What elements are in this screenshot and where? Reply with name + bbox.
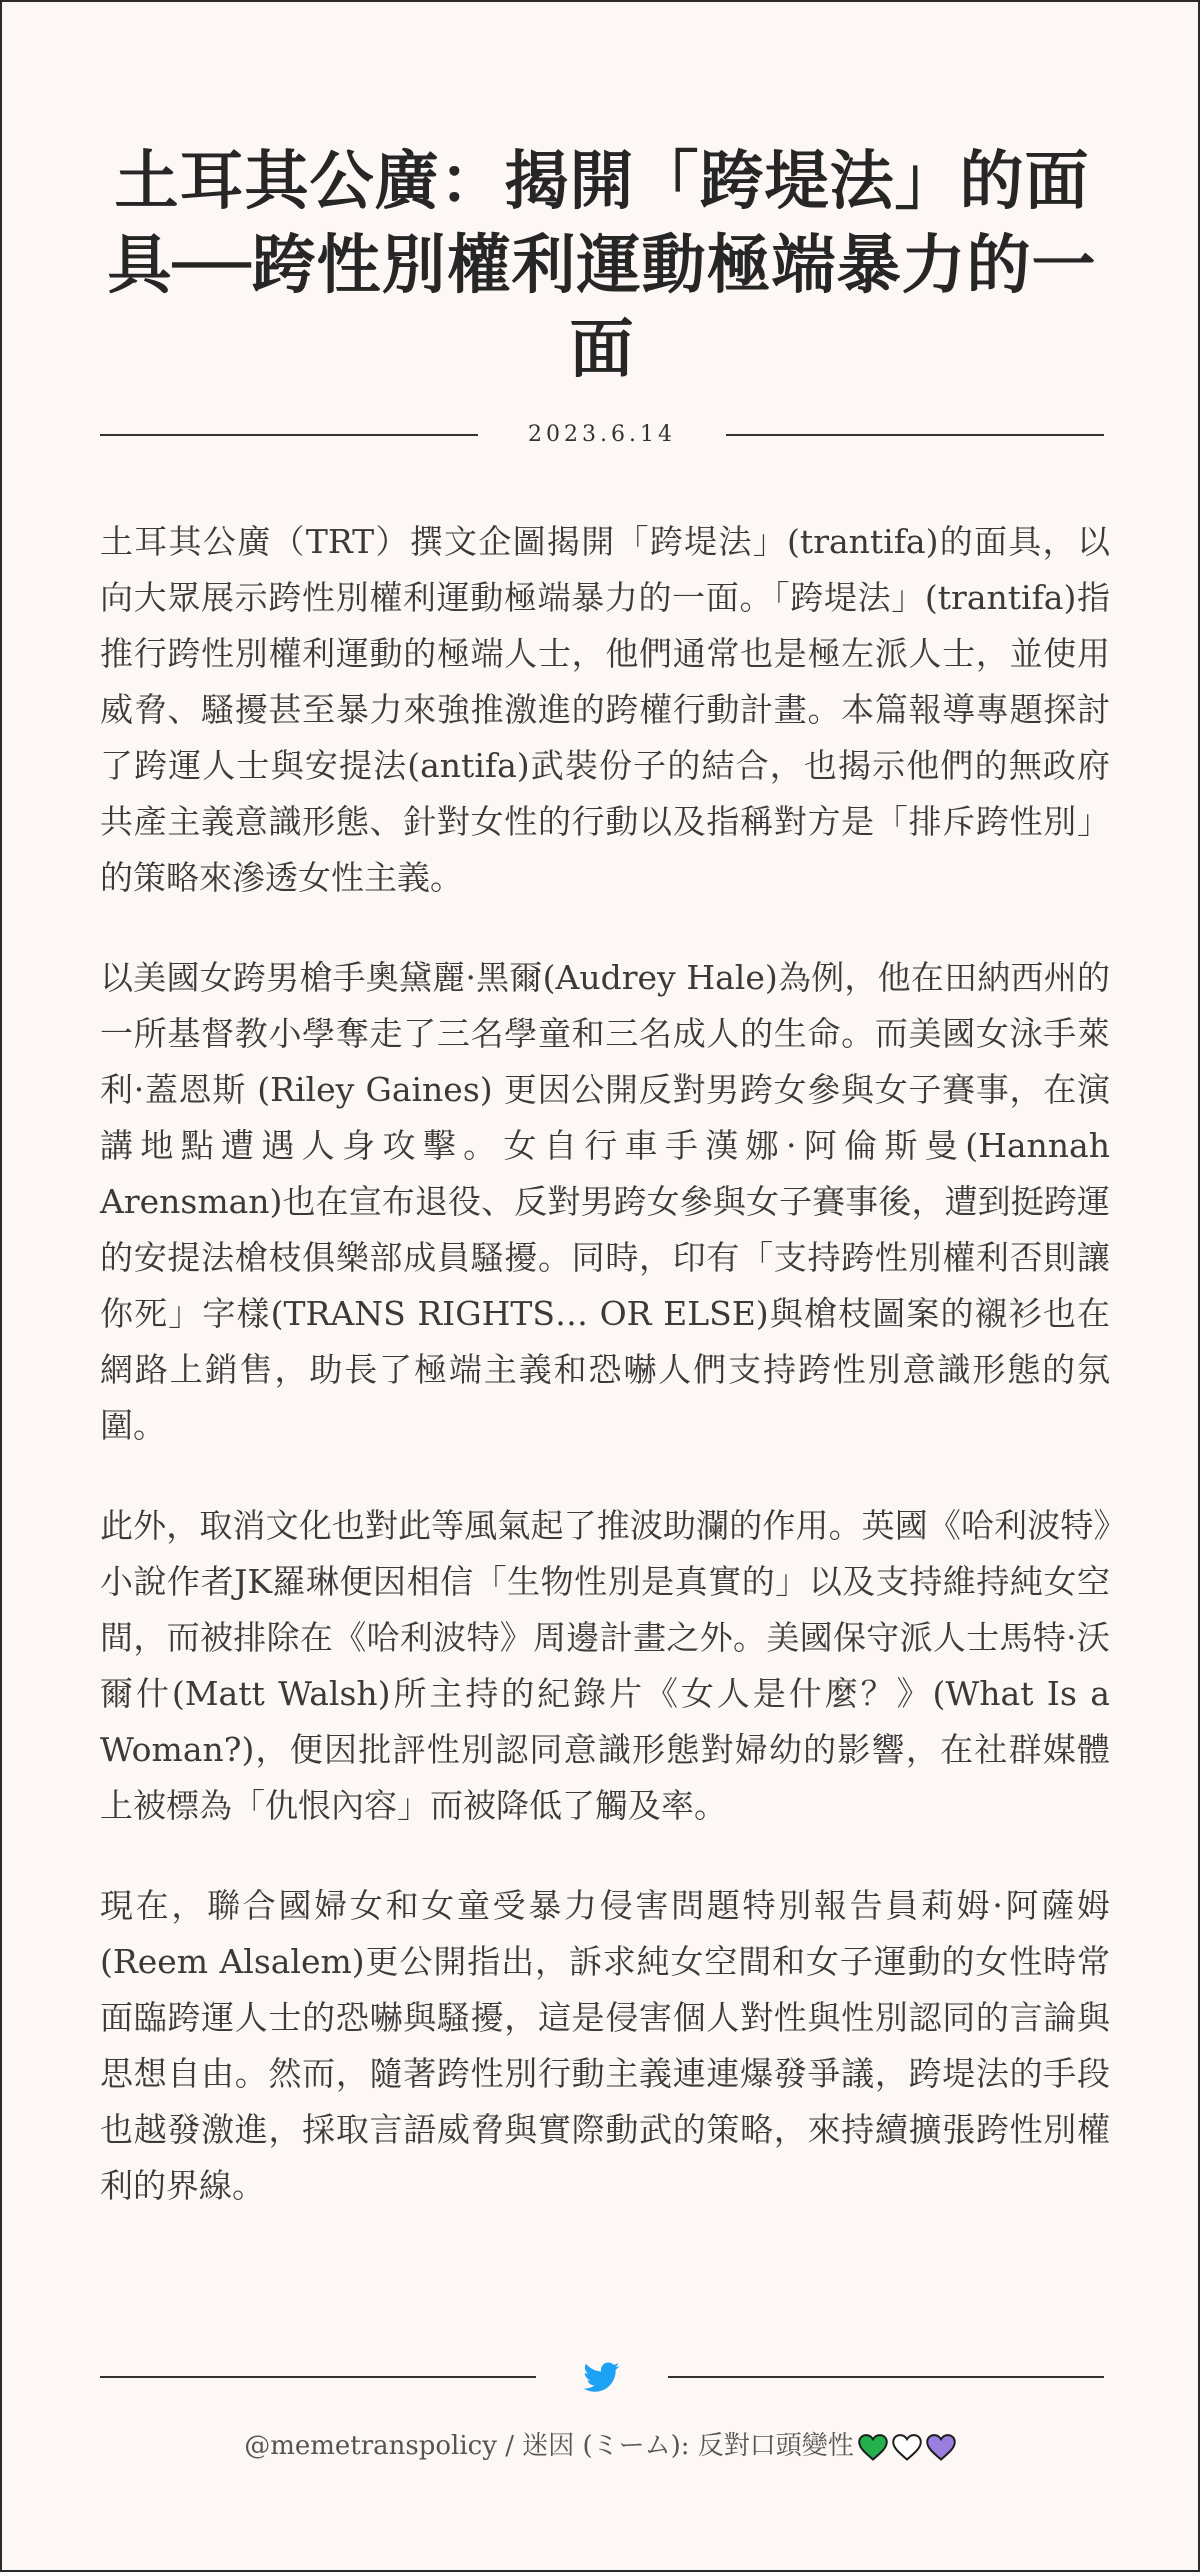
- article-body: [100, 514, 1110, 2258]
- divider-line-right: [726, 434, 1104, 436]
- white-heart-icon: [892, 2433, 922, 2461]
- footer-line-right: [668, 2376, 1104, 2378]
- footer-credit: [2, 2426, 1198, 2466]
- paragraph-3: 此外，取消文化也對此等風氣起了推波助瀾的作用。英國《哈利波特》小說作者JK羅琳便因相信「生物性別是真實的」以及支持維持純女空間，而被排除在《哈利波特》周邊計畫之外。美國保守派人士馬特·沃爾什(Matt Walsh)所主持的紀錄片《女人是什麼？》(What Is a Woman?)，便因批評性別認同意識形態對婦幼的影響，在社群媒體上被標為「仇恨內容」而被降低了觸及率。: [100, 1506, 1110, 1825]
- article-title: 土耳其公廣：揭開「跨堤法」的面具──跨性別權利運動極端暴力的一面: [107, 145, 1097, 387]
- publish-date: 2023.6.14: [528, 422, 676, 447]
- footer-divider: [100, 2359, 1104, 2395]
- paragraph-1: 土耳其公廣（TRT）撰文企圖揭開「跨堤法」(trantifa)的面具，以向大眾展示跨性別權利運動極端暴力的一面。「跨堤法」(trantifa)指推行跨性別權利運動的極端人士，他們通常也是極左派人士，並使用威脅、騷擾甚至暴力來強推激進的跨權行動計畫。本篇報導專題探討了跨運人士與安提法(antifa)武裝份子的結合，也揭示他們的無政府共產主義意識形態、針對女性的行動以及指稱對方是「排斥跨性別」的策略來滲透女性主義。: [100, 522, 1110, 897]
- paragraph-4: 現在，聯合國婦女和女童受暴力侵害問題特別報告員莉姆·阿薩姆(Reem Alsalem)更公開指出，訴求純女空間和女子運動的女性時常面臨跨運人士的恐嚇與騷擾，這是侵害個人對性與性別認同的言論與思想自由。然而，隨著跨性別行動主義連連爆發爭議，跨堤法的手段也越發激進，採取言語威脅與實際動武的策略，來持續擴張跨性別權利的界線。: [100, 1886, 1110, 2205]
- green-heart-icon: [858, 2433, 888, 2461]
- paragraph-2: 以美國女跨男槍手奧黛麗·黑爾(Audrey Hale)為例，他在田納西州的一所基督教小學奪走了三名學童和三名成人的生命。而美國女泳手萊利·蓋恩斯 (Riley Gaines) 更因公開反對男跨女參與女子賽事，在演講地點遭遇人身攻擊。女自行車手漢娜·阿倫斯曼(Hannah Arensman)也在宣布退役、反對男跨女參與女子賽事後，遭到挺跨運的安提法槍枝俱樂部成員騷擾。同時，印有「支持跨性別權利否則讓你死」字樣(TRANS RIGHTS… OR ELSE)與槍枝圖案的襯衫也在網路上銷售，助長了極端主義和恐嚇人們支持跨性別意識形態的氛圍。: [100, 958, 1110, 1445]
- purple-heart-icon: [926, 2433, 956, 2461]
- twitter-bird-icon[interactable]: [582, 2359, 622, 2395]
- date-divider: [100, 420, 1104, 450]
- divider-line-left: [100, 434, 478, 436]
- credit-text: @memetranspolicy / 迷因 (ミーム): 反對口頭變性: [244, 2431, 854, 2461]
- footer-line-left: [100, 2376, 536, 2378]
